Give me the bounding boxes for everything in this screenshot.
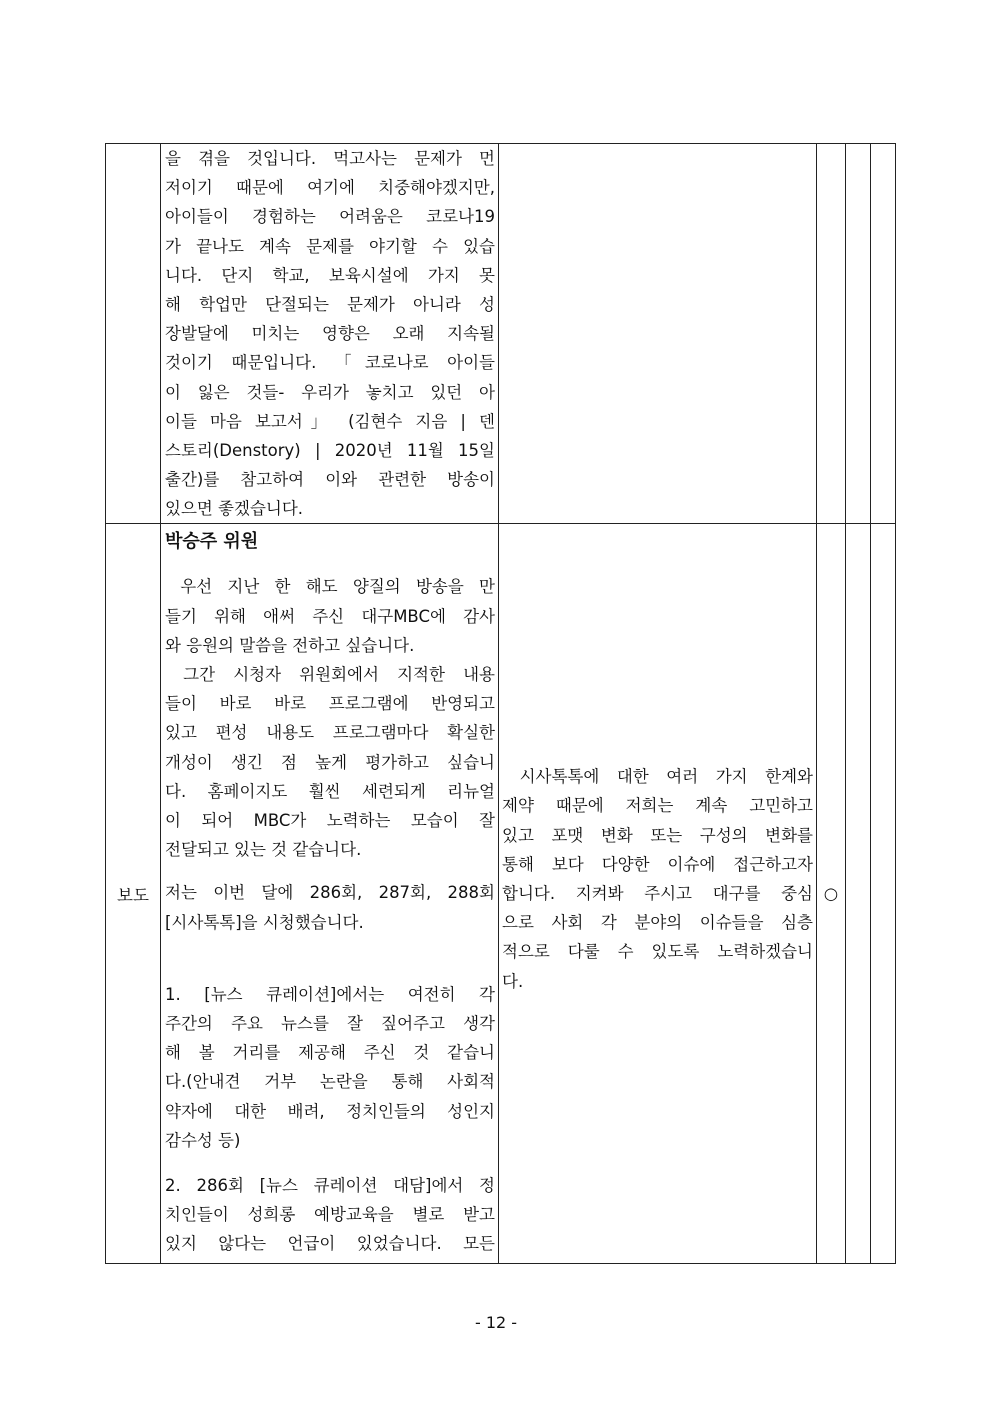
text-line: 저는 이번 달에 286회, 287회, 288회 bbox=[165, 883, 495, 903]
text-line: 저이기 때문에 여기에 치중해야겠지만, bbox=[165, 178, 495, 198]
text-line: 약자에 대한 배려, 정치인들의 성인지 bbox=[165, 1101, 495, 1121]
text-line: 들이 바로 바로 프로그램에 반영되고 bbox=[165, 694, 495, 714]
text-line: 다. 홈페이지도 훨씬 세련되게 리뉴얼 bbox=[165, 781, 495, 801]
text-line: 해 학업만 단절되는 문제가 아니라 성 bbox=[165, 294, 495, 314]
spacer bbox=[165, 558, 495, 572]
text-line: [시사톡톡]을 시청했습니다. bbox=[165, 912, 364, 932]
text-line: 치인들이 성희롱 예방교육을 별로 받고 bbox=[165, 1205, 495, 1225]
text-line: 출간)를 참고하여 이와 관련한 방송이 bbox=[165, 470, 495, 490]
text-line: 가 끝나도 계속 문제를 야기할 수 있습 bbox=[165, 236, 495, 256]
response-cell bbox=[499, 524, 817, 1264]
text-line: 이 되어 MBC가 노력하는 모습이 잘 bbox=[165, 810, 495, 830]
table-row bbox=[106, 144, 896, 524]
text-line: 장발달에 미치는 영향은 오래 지속될 bbox=[165, 324, 495, 344]
opinion-paragraph bbox=[165, 572, 495, 864]
text-line: 이 잃은 것들- 우리가 놓치고 있던 아 bbox=[165, 382, 495, 402]
text-line: 1. [뉴스 큐레이션]에서는 여전히 각 bbox=[165, 984, 495, 1004]
spacer bbox=[165, 1155, 495, 1171]
text-line: 통해 보다 다양한 이슈에 접근하고자 bbox=[502, 854, 813, 874]
response-cell bbox=[499, 144, 817, 524]
text-line: 개성이 생긴 점 높게 평가하고 싶습니 bbox=[165, 752, 495, 772]
text-line: 이들 마음 보고서」 (김현수 지음 | 덴 bbox=[165, 411, 495, 431]
text-line: 2. 286회 [뉴스 큐레이션 대담]에서 정 bbox=[165, 1176, 495, 1195]
text-line: 있지 않다는 언급이 있었습니다. 모든 bbox=[165, 1234, 495, 1254]
text-line: 주간의 주요 뉴스를 잘 짚어주고 생각 bbox=[165, 1014, 495, 1034]
category-cell bbox=[106, 144, 161, 524]
text-line: 있고 편성 내용도 프로그램마다 확실한 bbox=[165, 723, 495, 743]
empty-cell bbox=[846, 144, 871, 524]
text-line: 으로 사회 각 분야의 이슈들을 심층 bbox=[502, 913, 813, 933]
speaker-name: 박승주 위원 bbox=[165, 531, 259, 553]
opinion-paragraph bbox=[165, 1171, 495, 1259]
text-line: 해 볼 거리를 제공해 주신 것 같습니 bbox=[165, 1043, 495, 1063]
text-line: 있으면 좋겠습니다. bbox=[165, 499, 304, 519]
text-line: 니다. 단지 학교, 보육시설에 가지 못 bbox=[165, 265, 495, 285]
page-number: - 12 - bbox=[474, 1313, 518, 1332]
response-text bbox=[502, 762, 813, 996]
opinion-cell bbox=[161, 524, 499, 1264]
text-line: 다.(안내견 거부 논란을 통해 사회적 bbox=[165, 1072, 495, 1092]
text-line: 합니다. 지켜봐 주시고 대구를 중심 bbox=[502, 883, 813, 903]
spacer bbox=[165, 937, 495, 966]
opinion-cell bbox=[161, 144, 499, 524]
text-line: 그간 시청자 위원회에서 지적한 내용 bbox=[165, 665, 495, 684]
table-row bbox=[106, 524, 896, 1264]
text-line: 와 응원의 말씀을 전하고 싶습니다. bbox=[165, 635, 415, 655]
text-line: 스토리(Denstory) | 2020년 11월 15일 bbox=[165, 440, 495, 460]
mark-cell bbox=[817, 144, 846, 524]
spacer bbox=[165, 966, 495, 980]
opinion-paragraph bbox=[165, 980, 495, 1155]
text-line: 제약 때문에 저희는 계속 고민하고 bbox=[502, 796, 813, 816]
empty-cell bbox=[871, 524, 896, 1264]
empty-cell bbox=[846, 524, 871, 1264]
opinion-text bbox=[165, 144, 495, 523]
text-line: 감수성 등) bbox=[165, 1130, 241, 1150]
text-line: 다. bbox=[502, 971, 524, 991]
text-line: 아이들이 경험하는 어려움은 코로나19 bbox=[165, 207, 495, 227]
text-line: 시사톡톡에 대한 여러 가지 한계와 bbox=[502, 767, 813, 787]
text-line: 을 겪을 것입니다. 먹고사는 문제가 먼 bbox=[165, 149, 495, 168]
text-line: 것이기 때문입니다. 「코로나로 아이들 bbox=[165, 353, 495, 373]
review-table bbox=[105, 143, 896, 1264]
spacer bbox=[165, 864, 495, 878]
text-line: 있고 포맷 변화 또는 구성의 변화를 bbox=[502, 825, 813, 845]
text-line: 전달되고 있는 것 같습니다. bbox=[165, 840, 362, 860]
opinion-paragraph bbox=[165, 878, 495, 936]
mark-cell: ○ bbox=[817, 524, 846, 1264]
text-line: 우선 지난 한 해도 양질의 방송을 만 bbox=[165, 577, 495, 597]
category-cell: 보도 bbox=[106, 524, 161, 1264]
text-line: 적으로 다룰 수 있도록 노력하겠습니 bbox=[502, 942, 813, 962]
empty-cell bbox=[871, 144, 896, 524]
text-line: 들기 위해 애써 주신 대구MBC에 감사 bbox=[165, 606, 495, 626]
